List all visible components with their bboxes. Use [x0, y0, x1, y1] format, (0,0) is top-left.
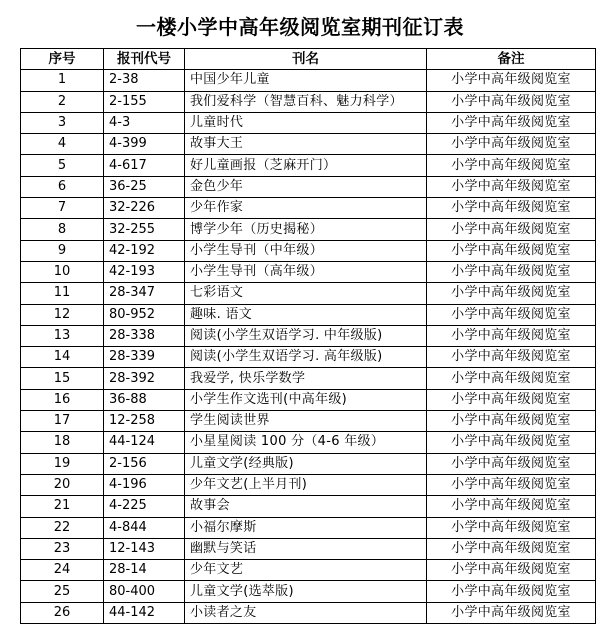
cell-code: 2-155 [104, 91, 185, 112]
cell-code: 28-14 [104, 560, 185, 581]
table-row [21, 283, 596, 304]
cell-name: 中国少年儿童 [185, 70, 427, 91]
cell-note: 小学中高年级阅览室 [427, 325, 596, 346]
cell-no: 11 [21, 283, 104, 304]
cell-note: 小学中高年级阅览室 [427, 70, 596, 91]
cell-note: 小学中高年级阅览室 [427, 91, 596, 112]
cell-note: 小学中高年级阅览室 [427, 176, 596, 197]
cell-no: 3 [21, 112, 104, 133]
table-row [21, 368, 596, 389]
cell-code: 32-255 [104, 219, 185, 240]
cell-name: 少年文艺 [185, 560, 427, 581]
cell-name: 趣味. 语文 [185, 304, 427, 325]
cell-code: 4-225 [104, 496, 185, 517]
cell-note: 小学中高年级阅览室 [427, 389, 596, 410]
cell-no: 8 [21, 219, 104, 240]
cell-note: 小学中高年级阅览室 [427, 432, 596, 453]
cell-no: 17 [21, 411, 104, 432]
header-name: 刊名 [185, 49, 427, 70]
cell-note: 小学中高年级阅览室 [427, 496, 596, 517]
cell-name: 故事会 [185, 496, 427, 517]
cell-note: 小学中高年级阅览室 [427, 560, 596, 581]
cell-name: 小学生导刊（中年级） [185, 240, 427, 261]
cell-no: 6 [21, 176, 104, 197]
table-row [21, 411, 596, 432]
cell-no: 19 [21, 453, 104, 474]
cell-code: 80-400 [104, 581, 185, 602]
table-row [21, 112, 596, 133]
cell-no: 22 [21, 517, 104, 538]
cell-code: 4-3 [104, 112, 185, 133]
cell-no: 12 [21, 304, 104, 325]
table-row [21, 198, 596, 219]
cell-name: 阅读(小学生双语学习. 中年级版) [185, 325, 427, 346]
cell-name: 小福尔摩斯 [185, 517, 427, 538]
cell-name: 故事大王 [185, 134, 427, 155]
cell-name: 小学生作文选刊(中高年级) [185, 389, 427, 410]
cell-note: 小学中高年级阅览室 [427, 240, 596, 261]
cell-note: 小学中高年级阅览室 [427, 453, 596, 474]
table-row [21, 70, 596, 91]
cell-code: 4-399 [104, 134, 185, 155]
cell-note: 小学中高年级阅览室 [427, 538, 596, 559]
cell-code: 28-347 [104, 283, 185, 304]
cell-code: 42-192 [104, 240, 185, 261]
cell-note: 小学中高年级阅览室 [427, 602, 596, 623]
cell-name: 博学少年（历史揭秘） [185, 219, 427, 240]
header-note: 备注 [427, 49, 596, 70]
cell-code: 28-339 [104, 347, 185, 368]
cell-name: 少年作家 [185, 198, 427, 219]
cell-name: 少年文艺(上半月刊) [185, 474, 427, 495]
page-title: 一楼小学中高年级阅览室期刊征订表 [136, 15, 464, 39]
cell-code: 80-952 [104, 304, 185, 325]
cell-name: 幽默与笑话 [185, 538, 427, 559]
table-row [21, 134, 596, 155]
table-row [21, 91, 596, 112]
cell-code: 12-143 [104, 538, 185, 559]
cell-note: 小学中高年级阅览室 [427, 112, 596, 133]
table-row [21, 538, 596, 559]
cell-no: 18 [21, 432, 104, 453]
table-row [21, 347, 596, 368]
table-row [21, 432, 596, 453]
cell-code: 44-142 [104, 602, 185, 623]
cell-name: 好儿童画报（芝麻开门） [185, 155, 427, 176]
table-row [21, 261, 596, 282]
cell-note: 小学中高年级阅览室 [427, 411, 596, 432]
cell-note: 小学中高年级阅览室 [427, 474, 596, 495]
cell-note: 小学中高年级阅览室 [427, 198, 596, 219]
table-row [21, 325, 596, 346]
cell-code: 2-38 [104, 70, 185, 91]
table-row [21, 304, 596, 325]
cell-note: 小学中高年级阅览室 [427, 261, 596, 282]
cell-code: 42-193 [104, 261, 185, 282]
cell-no: 13 [21, 325, 104, 346]
cell-name: 金色少年 [185, 176, 427, 197]
cell-note: 小学中高年级阅览室 [427, 134, 596, 155]
cell-code: 44-124 [104, 432, 185, 453]
cell-no: 14 [21, 347, 104, 368]
cell-code: 28-338 [104, 325, 185, 346]
cell-code: 4-844 [104, 517, 185, 538]
table-row [21, 560, 596, 581]
cell-no: 20 [21, 474, 104, 495]
cell-note: 小学中高年级阅览室 [427, 283, 596, 304]
table-row [21, 240, 596, 261]
cell-code: 12-258 [104, 411, 185, 432]
cell-no: 1 [21, 70, 104, 91]
cell-name: 阅读(小学生双语学习. 高年级版) [185, 347, 427, 368]
cell-code: 28-392 [104, 368, 185, 389]
cell-name: 小读者之友 [185, 602, 427, 623]
cell-name: 小星星阅读 100 分（4-6 年级） [185, 432, 427, 453]
table-row [21, 155, 596, 176]
cell-note: 小学中高年级阅览室 [427, 155, 596, 176]
cell-no: 24 [21, 560, 104, 581]
cell-note: 小学中高年级阅览室 [427, 347, 596, 368]
table-row [21, 496, 596, 517]
cell-code: 36-25 [104, 176, 185, 197]
cell-no: 7 [21, 198, 104, 219]
cell-note: 小学中高年级阅览室 [427, 517, 596, 538]
cell-note: 小学中高年级阅览室 [427, 219, 596, 240]
header-no: 序号 [21, 49, 104, 70]
cell-note: 小学中高年级阅览室 [427, 581, 596, 602]
header-code: 报刊代号 [104, 49, 185, 70]
cell-note: 小学中高年级阅览室 [427, 304, 596, 325]
table-row [21, 176, 596, 197]
cell-no: 15 [21, 368, 104, 389]
table-row [21, 389, 596, 410]
cell-code: 4-196 [104, 474, 185, 495]
cell-name: 小学生导刊（高年级） [185, 261, 427, 282]
cell-name: 儿童时代 [185, 112, 427, 133]
cell-code: 36-88 [104, 389, 185, 410]
cell-no: 21 [21, 496, 104, 517]
cell-name: 儿童文学(经典版) [185, 453, 427, 474]
table-row [21, 581, 596, 602]
cell-name: 我爱学, 快乐学数学 [185, 368, 427, 389]
cell-no: 4 [21, 134, 104, 155]
periodicals-table [20, 48, 596, 624]
table-row [21, 219, 596, 240]
cell-no: 23 [21, 538, 104, 559]
table-header-row [21, 49, 596, 70]
table-row [21, 517, 596, 538]
cell-note: 小学中高年级阅览室 [427, 368, 596, 389]
table-row [21, 474, 596, 495]
cell-name: 七彩语文 [185, 283, 427, 304]
cell-no: 9 [21, 240, 104, 261]
table-row [21, 602, 596, 623]
cell-name: 学生阅读世界 [185, 411, 427, 432]
cell-no: 25 [21, 581, 104, 602]
cell-code: 2-156 [104, 453, 185, 474]
cell-no: 10 [21, 261, 104, 282]
cell-no: 26 [21, 602, 104, 623]
cell-code: 32-226 [104, 198, 185, 219]
cell-no: 16 [21, 389, 104, 410]
table-body [21, 70, 596, 624]
cell-name: 儿童文学(选萃版) [185, 581, 427, 602]
cell-no: 5 [21, 155, 104, 176]
cell-name: 我们爱科学（智慧百科、魅力科学） [185, 91, 427, 112]
table-row [21, 453, 596, 474]
cell-no: 2 [21, 91, 104, 112]
cell-code: 4-617 [104, 155, 185, 176]
